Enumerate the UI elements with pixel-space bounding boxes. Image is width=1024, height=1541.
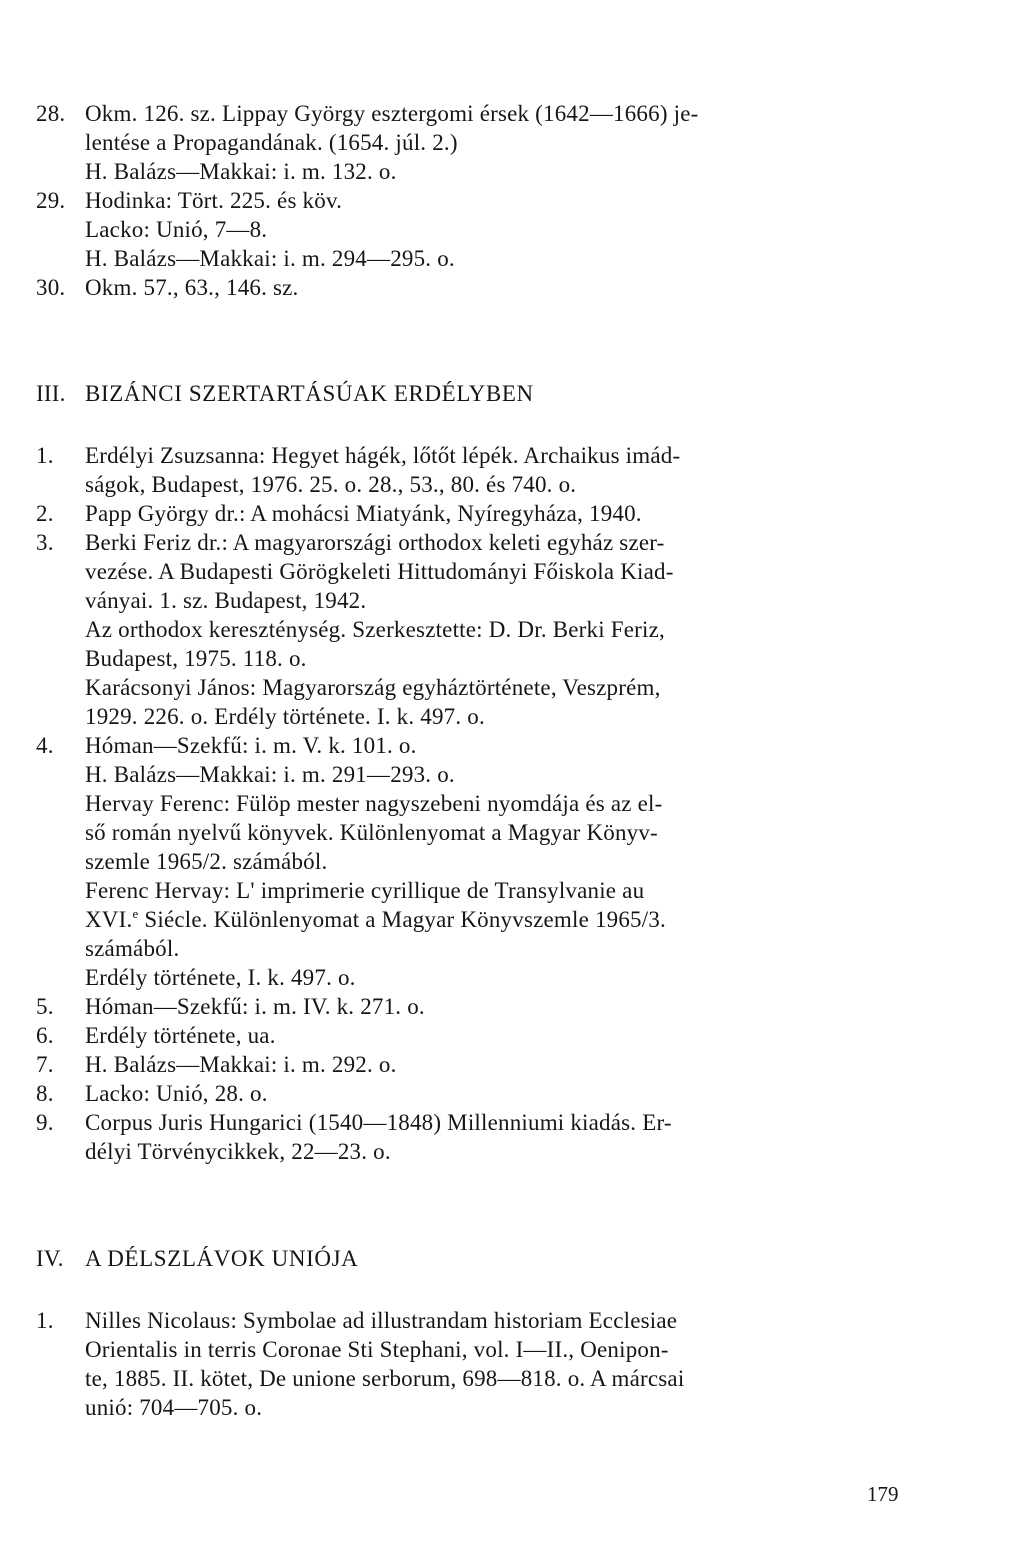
note-text: Budapest, 1975. 118. o. bbox=[85, 646, 307, 671]
note-text: Papp György dr.: A mohácsi Miatyánk, Nyíregyháza, 1940. bbox=[85, 501, 642, 526]
note-number: 7. bbox=[36, 1052, 54, 1077]
note-text: Lacko: Unió, 28. o. bbox=[85, 1081, 268, 1106]
note-number: 4. bbox=[36, 733, 54, 758]
note-text: te, 1885. II. kötet, De unione serborum, 698—818. o. A márcsai bbox=[85, 1366, 685, 1391]
note-text: szemle 1965/2. számából. bbox=[85, 849, 328, 874]
section-number: III. bbox=[36, 381, 66, 406]
note-number: 8. bbox=[36, 1081, 54, 1106]
note-number: 1. bbox=[36, 443, 54, 468]
note-text: Hervay Ferenc: Fülöp mester nagyszebeni nyomdája és az el- bbox=[85, 791, 663, 816]
note-text: Berki Feriz dr.: A magyarországi orthodox keleti egyház szer- bbox=[85, 530, 665, 555]
note-text: unió: 704—705. o. bbox=[85, 1395, 263, 1420]
note-text: Hóman—Szekfű: i. m. IV. k. 271. o. bbox=[85, 994, 425, 1019]
note-text: Hóman—Szekfű: i. m. V. k. 101. o. bbox=[85, 733, 417, 758]
note-text: vezése. A Budapesti Görögkeleti Hittudományi Főiskola Kiad- bbox=[85, 559, 674, 584]
note-text: ványai. 1. sz. Budapest, 1942. bbox=[85, 588, 367, 613]
note-text: ső román nyelvű könyvek. Különlenyomat a Magyar Könyv- bbox=[85, 820, 658, 845]
note-text: Ferenc Hervay: L' imprimerie cyrillique de Transylvanie au bbox=[85, 878, 645, 903]
note-text: számából. bbox=[85, 936, 180, 961]
section-title: A DÉLSZLÁVOK UNIÓJA bbox=[85, 1246, 359, 1271]
note-text: Okm. 126. sz. Lippay György esztergomi érsek (1642—1666) je- bbox=[85, 101, 699, 126]
century-text: XVI. bbox=[85, 907, 133, 932]
note-number: 3. bbox=[36, 530, 54, 555]
note-number: 2. bbox=[36, 501, 54, 526]
note-text: Lacko: Unió, 7—8. bbox=[85, 217, 268, 242]
note-text: Erdély története, I. k. 497. o. bbox=[85, 965, 356, 990]
page-number: 179 bbox=[867, 1482, 899, 1506]
note-text: lentése a Propagandának. (1654. júl. 2.) bbox=[85, 130, 458, 155]
note-text: H. Balázs—Makkai: i. m. 294—295. o. bbox=[85, 246, 455, 271]
note-text: H. Balázs—Makkai: i. m. 291—293. o. bbox=[85, 762, 455, 787]
note-number: 6. bbox=[36, 1023, 54, 1048]
note-number: 1. bbox=[36, 1308, 54, 1333]
note-text: Nilles Nicolaus: Symbolae ad illustrandam historiam Ecclesiae bbox=[85, 1308, 678, 1333]
note-number: 30. bbox=[36, 275, 66, 300]
note-text: Az orthodox kereszténység. Szerkesztette: D. Dr. Berki Feriz, bbox=[85, 617, 665, 642]
section-number: IV. bbox=[36, 1246, 64, 1271]
note-text: Corpus Juris Hungarici (1540—1848) Millenniumi kiadás. Er- bbox=[85, 1110, 672, 1135]
note-text: Karácsonyi János: Magyarország egyháztörténete, Veszprém, bbox=[85, 675, 661, 700]
note-text: Erdélyi Zsuzsanna: Hegyet hágék, lőtőt lépék. Archaikus imád- bbox=[85, 443, 681, 468]
note-number: 9. bbox=[36, 1110, 54, 1135]
note-text-rest: Siécle. Különlenyomat a Magyar Könyvszemle 1965/3. bbox=[138, 907, 666, 932]
note-text: délyi Törvénycikkek, 22—23. o. bbox=[85, 1139, 391, 1164]
section-title: BIZÁNCI SZERTARTÁSÚAK ERDÉLYBEN bbox=[85, 381, 534, 406]
superscript-e: e bbox=[132, 906, 139, 921]
note-text: Erdély története, ua. bbox=[85, 1023, 276, 1048]
note-number: 28. bbox=[36, 101, 66, 126]
note-text bbox=[85, 906, 666, 934]
note-number: 5. bbox=[36, 994, 54, 1019]
note-text: Orientalis in terris Coronae Sti Stephani, vol. I—II., Oenipon- bbox=[85, 1337, 669, 1362]
note-text: Hodinka: Tört. 225. és köv. bbox=[85, 188, 343, 213]
note-text: 1929. 226. o. Erdély története. I. k. 497. o. bbox=[85, 704, 485, 729]
note-text: H. Balázs—Makkai: i. m. 132. o. bbox=[85, 159, 397, 184]
note-text: Okm. 57., 63., 146. sz. bbox=[85, 275, 299, 300]
note-text: H. Balázs—Makkai: i. m. 292. o. bbox=[85, 1052, 397, 1077]
note-number: 29. bbox=[36, 188, 66, 213]
note-text: ságok, Budapest, 1976. 25. o. 28., 53., 80. és 740. o. bbox=[85, 472, 577, 497]
